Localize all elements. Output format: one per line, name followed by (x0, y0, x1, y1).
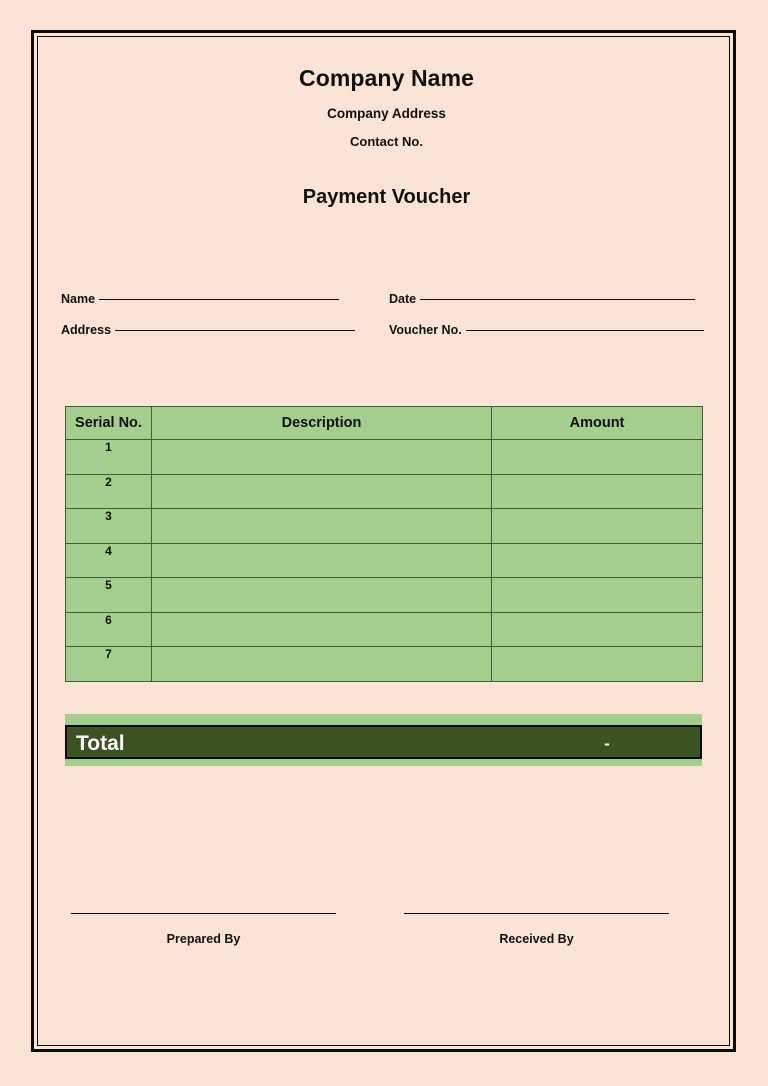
signature-block-prepared-by (71, 913, 336, 946)
field-label-date: Date (389, 292, 417, 306)
table-row (66, 612, 703, 647)
table-row (66, 474, 703, 509)
table-row (66, 543, 703, 578)
column-header-serial-no: Serial No. (66, 407, 152, 440)
column-header-amount: Amount (492, 407, 703, 440)
company-name: Company Name (298, 65, 475, 91)
cell-serial-no: 3 (66, 509, 152, 544)
page-border-frame (31, 30, 736, 1052)
field-date[interactable] (389, 291, 704, 306)
form-fields (34, 291, 739, 361)
cell-description[interactable] (152, 647, 492, 682)
cell-serial-no: 6 (66, 612, 152, 647)
field-input-date[interactable] (420, 288, 695, 300)
form-row-name-date (34, 291, 739, 317)
page-title: Payment Voucher (302, 186, 471, 209)
cell-amount[interactable] (492, 543, 703, 578)
field-input-name[interactable] (99, 288, 339, 300)
letterhead (34, 33, 739, 209)
cell-description[interactable] (152, 474, 492, 509)
cell-description[interactable] (152, 509, 492, 544)
contact-no: Contact No. (350, 134, 423, 150)
cell-description[interactable] (152, 578, 492, 613)
voucher-items-table-wrapper (65, 406, 702, 682)
table-row (66, 509, 703, 544)
table-header-row (66, 407, 703, 440)
cell-serial-no: 2 (66, 474, 152, 509)
table-row (66, 440, 703, 475)
signature-block-received-by (404, 913, 669, 946)
field-label-address: Address (61, 323, 112, 337)
field-input-address[interactable] (115, 319, 355, 331)
cell-serial-no: 5 (66, 578, 152, 613)
signature-caption-received-by: Received By (499, 932, 574, 946)
field-input-voucher-no[interactable] (466, 319, 704, 331)
cell-serial-no: 7 (66, 647, 152, 682)
voucher-items-table (65, 406, 703, 682)
cell-serial-no: 1 (66, 440, 152, 475)
form-row-address-voucher (34, 322, 739, 348)
field-name[interactable] (61, 291, 361, 306)
column-header-description: Description (152, 407, 492, 440)
field-address[interactable] (61, 322, 361, 337)
signature-line-prepared-by[interactable] (71, 913, 336, 915)
cell-serial-no: 4 (66, 543, 152, 578)
signature-footer (34, 913, 739, 973)
field-label-name: Name (61, 292, 96, 306)
cell-description[interactable] (152, 440, 492, 475)
cell-amount[interactable] (492, 440, 703, 475)
total-row (65, 725, 702, 759)
signature-caption-prepared-by: Prepared By (166, 932, 241, 946)
cell-description[interactable] (152, 543, 492, 578)
cell-amount[interactable] (492, 509, 703, 544)
cell-description[interactable] (152, 612, 492, 647)
field-voucher-no[interactable] (389, 322, 704, 337)
cell-amount[interactable] (492, 474, 703, 509)
company-address: Company Address (327, 106, 446, 122)
cell-amount[interactable] (492, 612, 703, 647)
cell-amount[interactable] (492, 578, 703, 613)
table-body (66, 440, 703, 682)
table-row (66, 647, 703, 682)
voucher-page (34, 33, 739, 1055)
table-row (66, 578, 703, 613)
field-label-voucher-no: Voucher No. (389, 323, 462, 337)
signature-line-received-by[interactable] (404, 913, 669, 915)
total-value: - (604, 734, 610, 753)
total-label: Total (76, 732, 125, 755)
cell-amount[interactable] (492, 647, 703, 682)
